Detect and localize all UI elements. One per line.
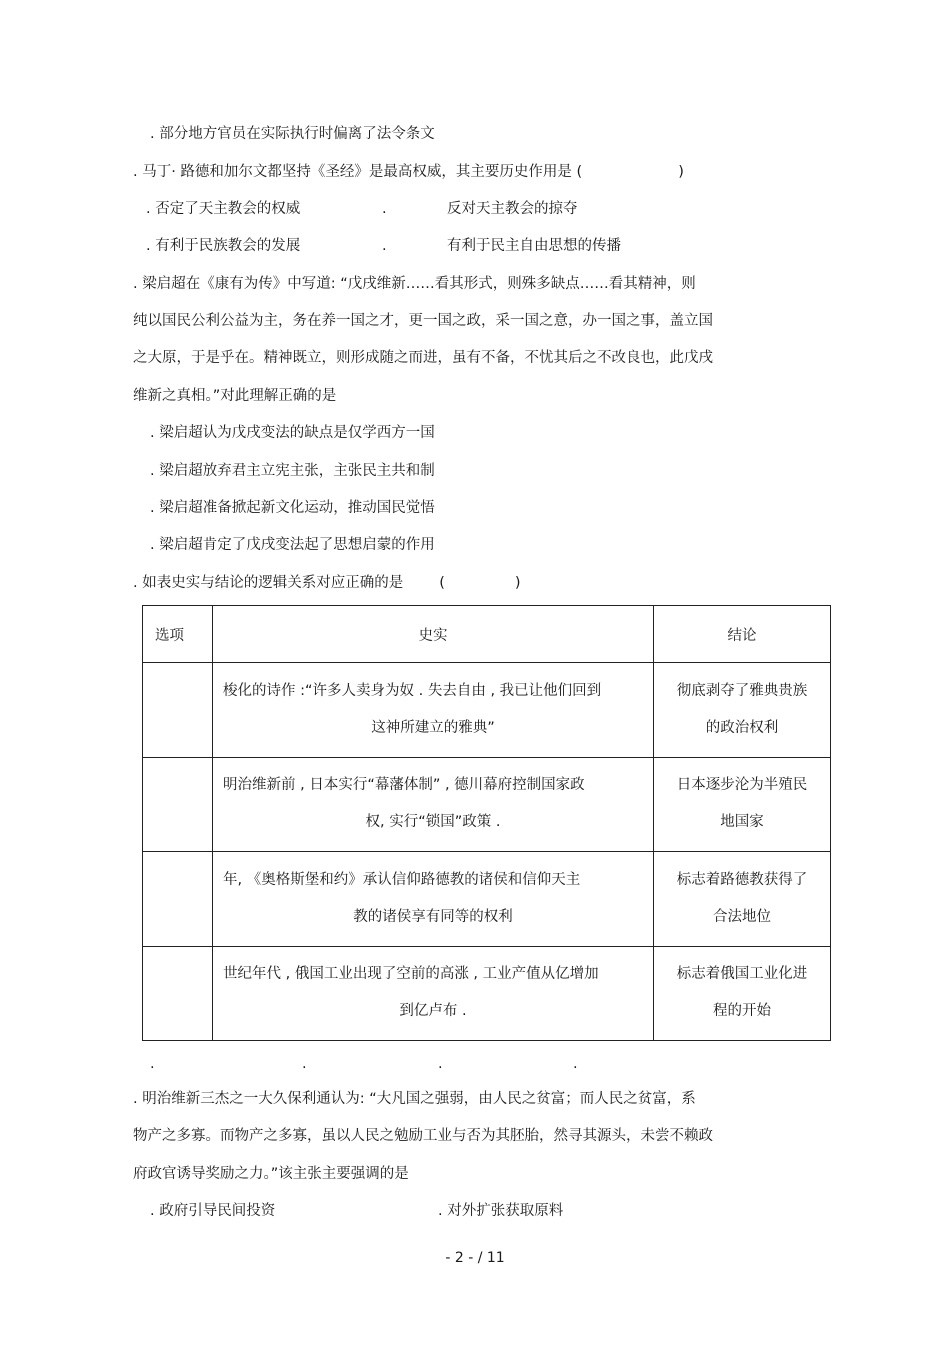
row-conclusion [654,757,831,852]
question-3-stem-line-1: . 梁启超在《康有为传》中写道: “戊戌维新……看其形式，则殊多缺点……看其精神，则 [133,276,696,292]
header-option: 选项 [143,606,213,663]
answer-dot-d: . [573,1056,578,1072]
question-4-close-paren: ) [514,575,521,591]
row-conclusion [654,852,831,947]
row-conclusion [654,946,831,1041]
answer-dot-c: . [438,1056,443,1072]
question-2-option-d-dot: . [382,238,387,254]
question-3-option-c: . 梁启超准备掀起新文化运动，推动国民觉悟 [150,500,435,516]
row-conclusion [654,663,831,758]
row-option [143,852,213,947]
table-header-row [143,606,831,663]
question-2-option-b: 反对天主教会的掠夺 [447,201,578,217]
row-conclusion-line-1: 日本逐步沦为半殖民 [676,777,808,794]
question-4-text: . 如表史实与结论的逻辑关系对应正确的是 [133,575,404,591]
question-2-option-a: . 否定了天主教会的权威 [146,201,301,217]
question-5-option-b: . 对外扩张获取原料 [438,1203,564,1219]
question-2-stem [133,162,684,182]
question-3-stem-line-2: 纯以国民公利公益为主，务在养一国之才，更一国之政，采一国之意，办一国之事，盖立国 [133,313,713,329]
row-fact [213,852,654,947]
row-fact-line-2: 这神所建立的雅典” [371,719,495,736]
question-3-option-a: . 梁启超认为戊戌变法的缺点是仅学西方一国 [150,425,435,441]
row-conclusion-line-2: 程的开始 [713,1003,771,1020]
question-4-stem [133,573,521,593]
table-row [143,663,831,758]
question-1-option-d: . 部分地方官员在实际执行时偏离了法令条文 [150,126,435,142]
answer-dot-b: . [302,1056,307,1072]
row-conclusion-line-1: 标志着路德教获得了 [676,871,808,888]
question-3-stem-line-4: 维新之真相。”对此理解正确的是 [133,388,337,404]
row-option [143,663,213,758]
header-conclusion: 结论 [654,606,831,663]
row-option [143,757,213,852]
question-5-stem-line-1: . 明治维新三杰之一大久保利通认为: “大凡国之强弱，由人民之贫富；而人民之贫富，系 [133,1091,696,1107]
table-row [143,757,831,852]
question-2-close-paren: ) [678,164,684,180]
row-conclusion-line-1: 标志着俄国工业化进 [676,966,808,983]
answer-dot-a: . [150,1056,155,1072]
page-number: - 2 - / 11 [445,1250,505,1266]
row-fact-line-2: 教的诸侯享有同等的权利 [353,908,513,925]
question-2-option-b-dot: . [382,201,387,217]
question-3-option-d: . 梁启超肯定了戊戌变法起了思想启蒙的作用 [150,537,435,553]
row-fact-line-1: 世纪年代 , 俄国工业出现了空前的高涨 , 工业产值从亿增加 [223,966,599,983]
row-fact-line-1: 明治维新前 , 日本实行“幕藩体制” , 德川幕府控制国家政 [223,777,585,794]
question-2-option-d: 有利于民主自由思想的传播 [447,238,621,254]
facts-conclusions-table [142,605,831,1041]
row-conclusion-line-2: 合法地位 [713,908,771,925]
row-conclusion-line-1: 彻底剥夺了雅典贵族 [676,682,808,699]
row-fact-line-1: 梭化的诗作 :“许多人卖身为奴 . 失去自由 , 我已让他们回到 [223,682,602,699]
question-3-stem-line-3: 之大原，于是乎在。精神既立，则形成随之而进，虽有不备，不忧其后之不改良也，此戊戌 [133,350,713,366]
question-2-option-c: . 有利于民族教会的发展 [146,238,301,254]
row-conclusion-line-2: 的政治权利 [705,719,779,736]
table-row [143,946,831,1041]
question-5-option-a: . 政府引导民间投资 [150,1203,276,1219]
table-row [143,852,831,947]
question-5-stem-line-3: 府政官诱导奖励之力。”该主张主要强调的是 [133,1166,409,1182]
question-4-open-paren: ( [439,575,445,591]
row-fact [213,663,654,758]
question-2-text: . 马丁· 路德和加尔文都坚持《圣经》是最高权威，其主要历史作用是 ( [133,164,583,180]
row-fact [213,757,654,852]
row-fact-line-2: 到亿卢布 . [399,1003,467,1020]
row-fact-line-1: 年, 《奥格斯堡和约》承认信仰路德教的诸侯和信仰天主 [223,871,581,888]
row-option [143,946,213,1041]
row-conclusion-line-2: 地国家 [720,814,764,831]
question-5-stem-line-2: 物产之多寡。而物产之多寡，虽以人民之勉励工业与否为其胚胎，然寻其源头，未尝不赖政 [133,1128,713,1144]
question-3-option-b: . 梁启超放弃君主立宪主张，主张民主共和制 [150,463,435,479]
row-fact-line-2: 权, 实行“锁国”政策 . [365,814,501,831]
row-fact [213,946,654,1041]
header-fact: 史实 [213,606,654,663]
